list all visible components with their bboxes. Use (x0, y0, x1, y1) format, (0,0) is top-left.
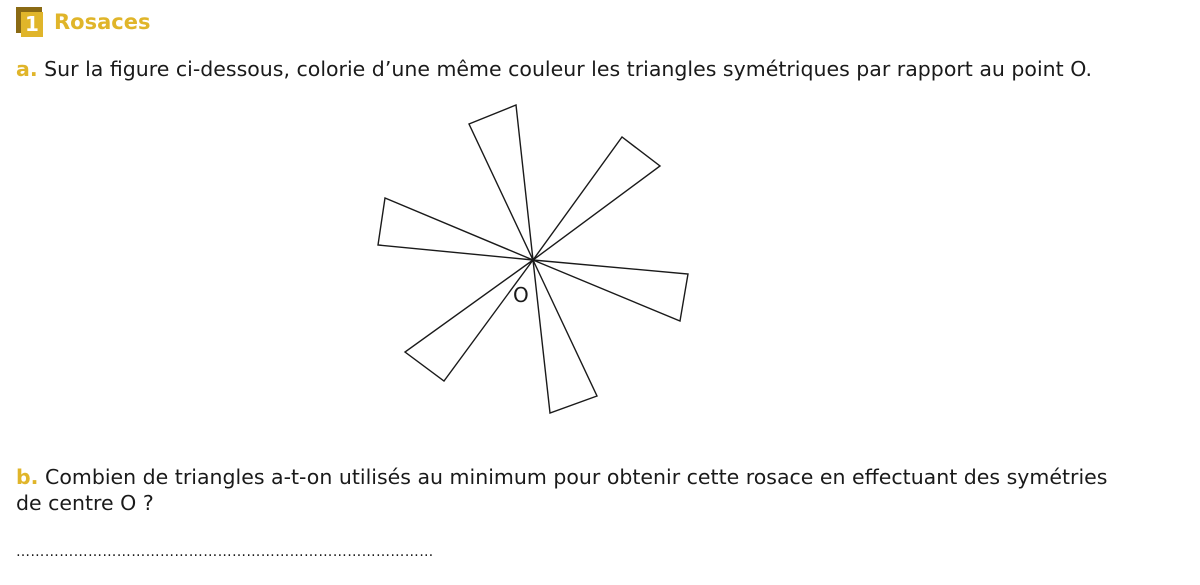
question-b-letter: b. (16, 465, 39, 489)
triangle-upper-right (533, 137, 660, 260)
question-a-letter: a. (16, 57, 38, 81)
exercise-number: 1 (21, 12, 43, 37)
triangle-right (533, 260, 688, 321)
question-b-line1 (16, 464, 1191, 490)
exercise-title: Rosaces (54, 10, 151, 34)
question-b-text-line2: de centre O ? (16, 491, 154, 515)
triangle-left (378, 198, 533, 260)
answer-dotted-line[interactable]: …………………………………………………………………………… (16, 544, 434, 560)
center-point (531, 258, 535, 262)
triangle-lower-left (405, 260, 533, 381)
question-a-text: Sur la figure ci-dessous, colorie d’une même couleur les triangles symétriques par rapport au point O. (44, 57, 1093, 81)
question-b-text-line1: Combien de triangles a-t-on utilisés au minimum pour obtenir cette rosace en effectuant des symétries (45, 465, 1108, 489)
question-b (16, 464, 1191, 516)
center-label: O (513, 283, 529, 307)
